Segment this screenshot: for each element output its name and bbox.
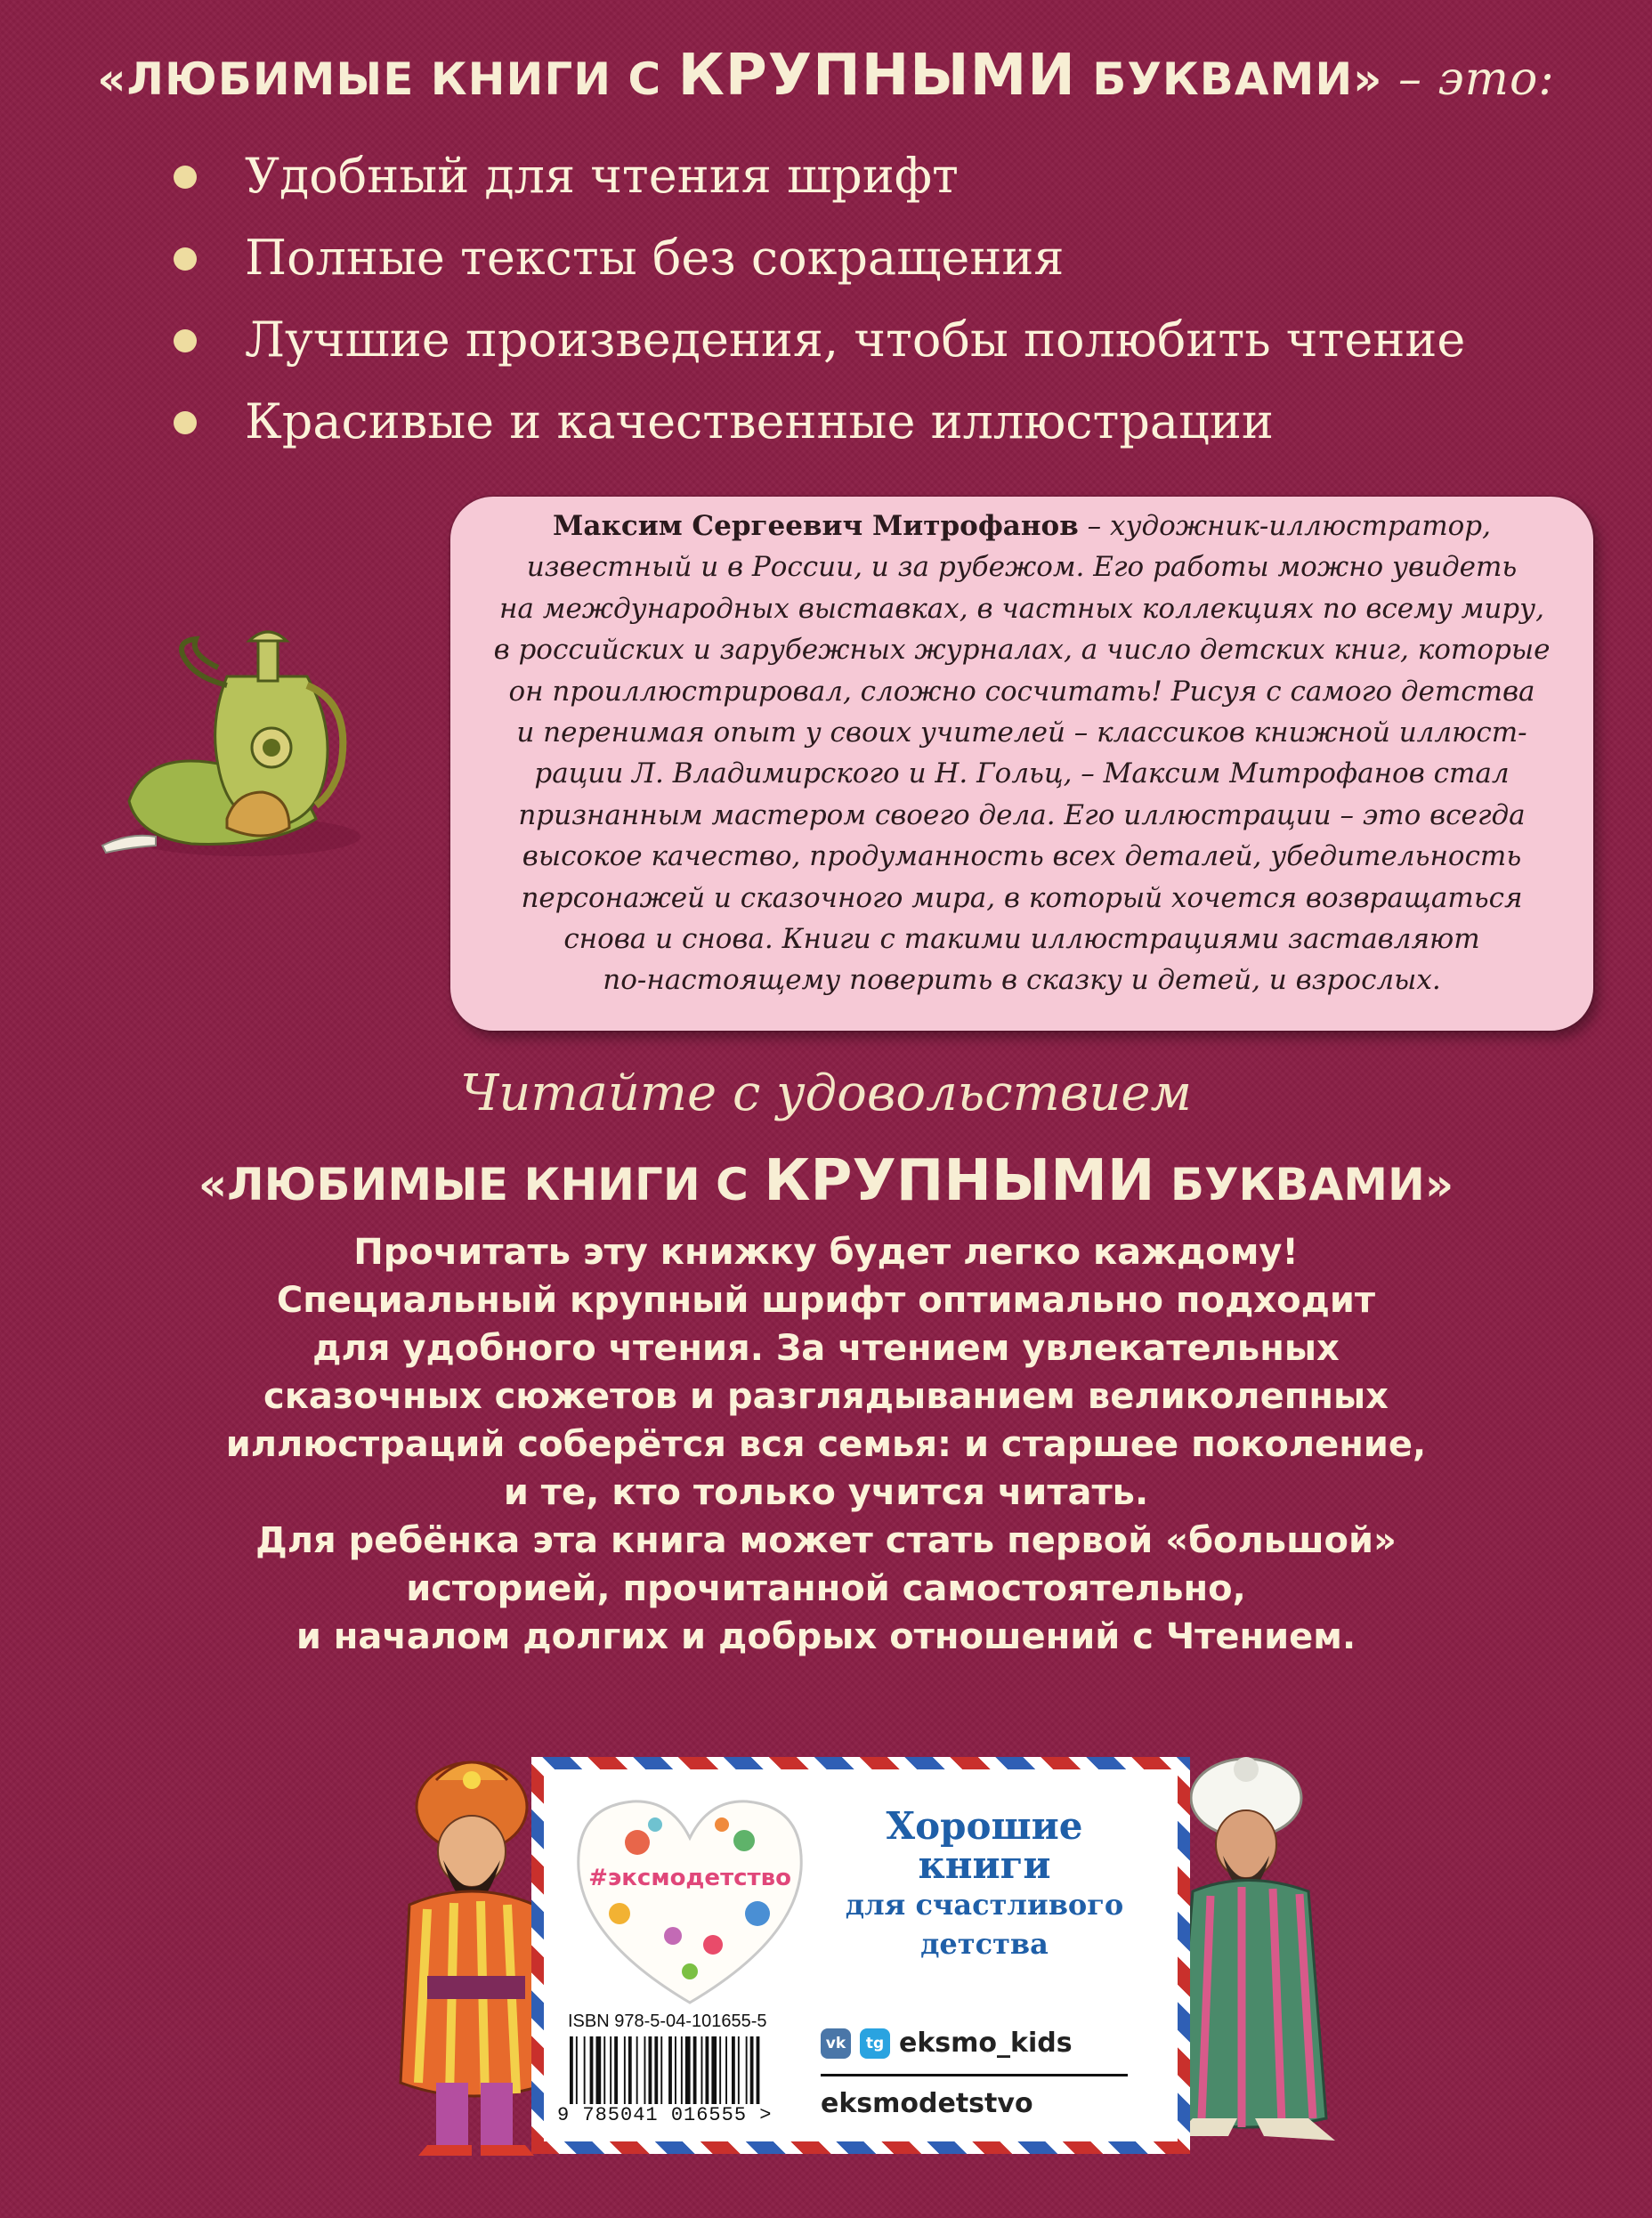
bullet-dot-icon (174, 411, 197, 434)
series-description (0, 1228, 1652, 1661)
bio-line: высокое качество, продуманность всех деталей, убедительность (522, 840, 1522, 873)
description-line: историей, прочитанной самостоятельно, (406, 1568, 1246, 1609)
barcode-bar (614, 2036, 618, 2104)
feature-text: Удобный для чтения шрифт (245, 148, 959, 204)
slogan-line: для счастливого (845, 1888, 1124, 1922)
divider (821, 2074, 1128, 2076)
bio-line: рации Л. Владимирского и Н. Гольц, – Максим Митрофанов стал (534, 757, 1510, 790)
social-links (821, 2028, 1073, 2059)
description-line: Для ребёнка эта книга может стать первой «большой» (255, 1520, 1397, 1561)
feature-text: Полные тексты без сокращения (245, 230, 1065, 286)
series-title-close: БУКВАМИ» (1075, 53, 1383, 105)
barcode-bar (693, 2036, 697, 2104)
barcode-bar (654, 2036, 658, 2104)
barcode-bar (660, 2036, 662, 2104)
barcode-bar (719, 2036, 721, 2104)
bio-line: и перенимая опыт у своих учителей – классиков книжной иллюст- (516, 716, 1527, 749)
barcode-bar (649, 2036, 652, 2104)
barcode-bar (584, 2036, 586, 2104)
slogan-line: детства (920, 1927, 1049, 1961)
feature-text: Лучшие произведения, чтобы полюбить чтение (245, 312, 1466, 368)
social-handle: eksmo_kids (899, 2028, 1073, 2059)
bullet-dot-icon (174, 166, 197, 189)
feature-item (174, 135, 1465, 217)
description-line: иллюстраций соберётся вся семья: и старшее поколение, (225, 1424, 1427, 1465)
barcode-bar (603, 2036, 605, 2104)
description-line: Специальный крупный шрифт оптимально подходит (276, 1280, 1376, 1321)
feature-item (174, 381, 1465, 463)
illustrator-name: Максим Сергеевич Митрофанов (553, 510, 1079, 542)
description-line: Прочитать эту книжку будет легко каждому! (353, 1232, 1299, 1273)
oriental-jug-illustration (93, 614, 387, 872)
barcode-bar (706, 2036, 709, 2104)
barcode-bar (757, 2036, 760, 2104)
bio-line (472, 506, 1572, 546)
barcode-bar (685, 2036, 691, 2104)
barcode-bar (644, 2036, 646, 2104)
barcode-bar (711, 2036, 717, 2104)
bio-line: снова и снова. Книги с такими иллюстрациями заставляют (563, 923, 1480, 956)
description-line: и началом долгих и добрых отношений с Чтением. (296, 1616, 1356, 1657)
barcode-digits: 9 785041 016555 > (557, 2104, 773, 2126)
feature-list (174, 135, 1465, 463)
description-line: сказочных сюжетов и разглядыванием великолепных (263, 1376, 1389, 1417)
barcode-bar (732, 2036, 735, 2104)
illustrator-bio (472, 506, 1572, 1001)
read-with-pleasure: Читайте с удовольствием (460, 1064, 1192, 1122)
slogan-line: книги (918, 1843, 1051, 1887)
barcode-bar (725, 2036, 727, 2104)
bio-line: признанным мастером своего дела. Его иллюстрации – это всегда (518, 798, 1526, 831)
series-name-close: БУКВАМИ» (1154, 1159, 1454, 1210)
barcode-bar (570, 2036, 573, 2104)
telegram-icon[interactable]: tg (860, 2028, 890, 2059)
series-name (0, 1148, 1652, 1214)
bio-line: он проиллюстрировал, сложно сосчитать! Рисуя с самого детства (508, 675, 1535, 708)
bio-line: персонажей и сказочного мира, в который хочется возвращаться (521, 881, 1523, 914)
site-handle: eksmodetstvo (821, 2088, 1033, 2119)
series-title (0, 43, 1652, 109)
barcode-icon (570, 2036, 798, 2104)
publisher-slogan (828, 1804, 1141, 1963)
feature-text: Красивые и качественные иллюстрации (245, 393, 1274, 449)
bio-line: в российских и зарубежных журналах, а число детских книг, которые (493, 634, 1551, 667)
isbn-label: ISBN 978-5-04-101655-5 (568, 2012, 767, 2031)
bio-line: известный и в России, и за рубежом. Его работы можно увидеть (526, 551, 1518, 584)
barcode-bar (668, 2036, 672, 2104)
bullet-dot-icon (174, 247, 197, 271)
bullet-dot-icon (174, 329, 197, 352)
heart-hashtag: #эксмодетство (588, 1865, 791, 1891)
feature-item (174, 217, 1465, 299)
barcode-bar (590, 2036, 594, 2104)
bio-line: по-настоящему поверить в сказку и детей, и взрослых. (603, 964, 1441, 997)
barcode-bar (610, 2036, 611, 2104)
barcode-bar (675, 2036, 676, 2104)
description-line: для удобного чтения. За чтением увлекательных (312, 1328, 1340, 1369)
slogan-line: Хорошие (886, 1804, 1083, 1848)
barcode-bar (750, 2036, 754, 2104)
vk-icon[interactable]: vk (821, 2028, 851, 2059)
barcode-bar (636, 2036, 638, 2104)
bio-first-line: – художник-иллюстратор, (1078, 510, 1491, 542)
barcode-bar (681, 2036, 683, 2104)
feature-item (174, 299, 1465, 381)
series-title-open: «ЛЮБИМЫЕ КНИГИ С (97, 53, 678, 105)
barcode-bar (701, 2036, 703, 2104)
series-name-big: КРУПНЫМИ (764, 1148, 1155, 1214)
description-line: и те, кто только учится читать. (503, 1472, 1149, 1513)
barcode-bar (624, 2036, 626, 2104)
barcode-bar (738, 2036, 740, 2104)
bio-line: на международных выставках, в частных коллекциях по всему миру, (498, 592, 1544, 625)
series-title-big: КРУПНЫМИ (677, 43, 1076, 109)
eksmodetstvo-heart-icon (566, 1789, 814, 2012)
series-name-open: «ЛЮБИМЫЕ КНИГИ С (198, 1159, 765, 1210)
barcode-bar (628, 2036, 632, 2104)
barcode-bar (596, 2036, 602, 2104)
series-title-suffix: – это: (1382, 53, 1555, 106)
barcode-bar (746, 2036, 748, 2104)
barcode-bar (576, 2036, 578, 2104)
